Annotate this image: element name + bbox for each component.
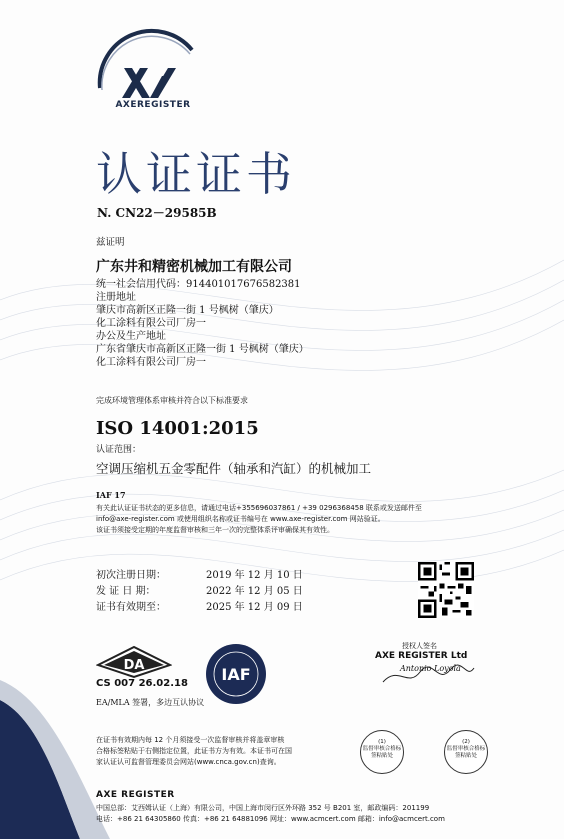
- logo-text: AXEREGISTER: [115, 100, 191, 110]
- date-row: 初次注册日期： 2019 年 12 月 10 日: [96, 570, 303, 581]
- reg-addr-label: 注册地址: [96, 292, 136, 303]
- info-block: [96, 503, 556, 536]
- footer-note: 在证书有效期内每 12 个月须接受一次监督审核并将盖章审核 合格标签粘贴于右侧指定位置，此证书方为有效。本证书可在国 家认证认可监督管理委员会网站(www.cnca.gov.cn)查询。: [96, 736, 292, 766]
- surveillance-stamp-1: (1) 监督审核合格标签粘贴处: [360, 730, 404, 774]
- signature-org: AXE REGISTER Ltd: [375, 651, 468, 661]
- office-line1: 广东省肇庆市高新区正隆一街 1 号枫树（肇庆）: [96, 344, 309, 355]
- address-block: [96, 278, 309, 369]
- iaf-code: IAF 17: [96, 490, 126, 500]
- info-line3: 该证书须接受定期的年度监督审核和三年一次的完整体系评审确保其有效性。: [96, 526, 334, 534]
- company-name: 广东井和精密机械加工有限公司: [96, 259, 292, 275]
- info-line1: 有关此认证证书状态的更多信息，请通过电话+355696037861 / +39 0296368458 联系或发送邮件至: [96, 504, 422, 512]
- iso-standard: ISO 14001:2015: [96, 418, 259, 439]
- iaf-logo: [205, 643, 267, 705]
- date-row: 发 证 日 期： 2022 年 12 月 05 日: [96, 586, 303, 597]
- da-code: CS 007 26.02.18: [96, 678, 188, 689]
- scope-text: 空调压缩机五金零配件（轴承和汽缸）的机械加工: [96, 461, 372, 476]
- office-label: 办公及生产地址: [96, 331, 166, 342]
- hereby-text: 兹证明: [96, 237, 125, 248]
- date-row: 证书有效期至： 2025 年 12 月 09 日: [96, 602, 303, 613]
- info-line2: info@axe-register.com 或使用组织名称或证书编号在 www.axe-register.com 网站验证。: [96, 515, 385, 523]
- scope-label: 认证范围：: [96, 445, 142, 455]
- svg-text:IAF: IAF: [221, 665, 251, 684]
- credit-code: 统一社会信用代码：914401017676582381: [96, 279, 301, 290]
- certificate-number: N. CN22－29585B: [97, 206, 217, 220]
- page-title: 认证证书: [96, 147, 296, 201]
- signature-label: 授权人签名: [402, 642, 437, 650]
- statement: 完成环境管理体系审核并符合以下标准要求: [96, 396, 248, 405]
- qr-code[interactable]: [418, 562, 474, 618]
- da-accreditation-logo: [96, 645, 172, 681]
- footer-address: 中国总部：艾西姆认证（上海）有限公司，中国上海市闵行区外环路 352 号 B201 室，邮政编码：201199 电话：+86 21 64305860 传真：+86 21 64881096 网址：www.acmcert.com 邮箱：info@acmcert.com: [96, 804, 445, 823]
- footer-brand: AXE REGISTER: [96, 790, 175, 800]
- reg-addr-line2: 化工涂料有限公司厂房一: [96, 318, 206, 329]
- signature-scribble: [378, 660, 478, 690]
- eamla-text: EA/MLA 签署，多边互认协议: [96, 698, 205, 707]
- office-line2: 化工涂料有限公司厂房一: [96, 357, 206, 368]
- surveillance-stamp-2: (2) 监督审核合格标签粘贴处: [444, 730, 488, 774]
- signature-name: Antonio Loyola: [400, 664, 461, 673]
- dates-table: [96, 566, 303, 614]
- reg-addr-line1: 肇庆市高新区正隆一街 1 号枫树（肇庆）: [96, 305, 279, 316]
- svg-text:DA: DA: [123, 658, 145, 673]
